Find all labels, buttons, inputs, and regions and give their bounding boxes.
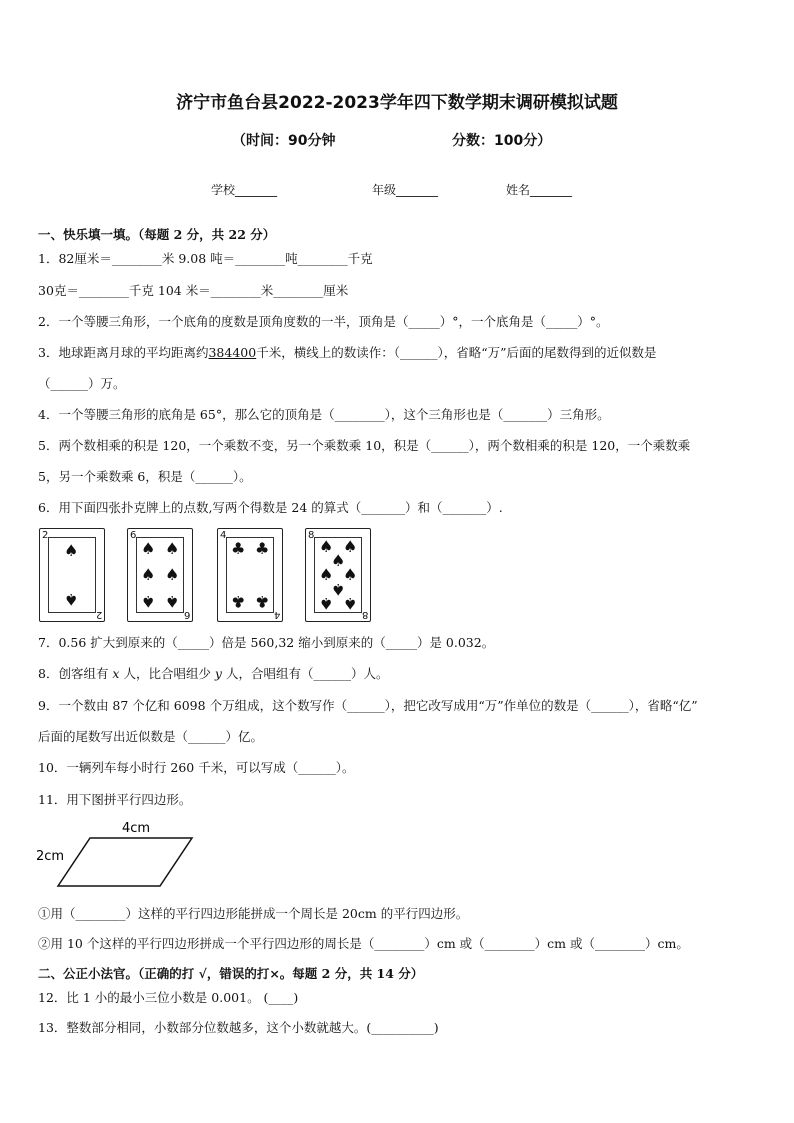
spade-icon: ♠ bbox=[165, 592, 180, 611]
spade-icon: ♠ bbox=[343, 565, 358, 584]
spade-icon: ♠ bbox=[319, 565, 334, 584]
distance-number: 384400 bbox=[208, 345, 257, 360]
school-field: 学校_______ bbox=[211, 183, 278, 197]
question-2: 2．一个等腰三角形，一个底角的度数是顶角度数的一半，顶角是（_____）°，一个底角是（_____）°。 bbox=[38, 314, 609, 329]
playing-card-2 bbox=[39, 528, 105, 622]
grade-field: 年级_______ bbox=[372, 183, 439, 197]
question-11-1: ①用（________）这样的平行四边形能拼成一个周长是 20cm 的平行四边形。 bbox=[38, 906, 469, 921]
section-2-heading: 二、公正小法官。（正确的打 √，错误的打×。每题 2 分，共 14 分） bbox=[38, 966, 424, 981]
spade-icon: ♠ bbox=[141, 565, 156, 584]
question-9a: 9．一个数由 87 个亿和 6098 个万组成，这个数写作（______），把它改写成用“万”作单位的数是（______），省略“亿” bbox=[38, 698, 698, 713]
question-5b: 5，另一个乘数乘 6，积是（______）。 bbox=[38, 469, 252, 484]
parallelogram-shape bbox=[58, 838, 192, 886]
question-8: 8．创客组有 𝑥 人，比合唱组少 𝑦 人，合唱组有（______）人。 bbox=[38, 666, 389, 681]
club-icon: ♣ bbox=[255, 592, 270, 611]
question-4: 4．一个等腰三角形的底角是 65°，那么它的顶角是（________），这个三角形也是（_______）三角形。 bbox=[38, 407, 610, 422]
club-icon: ♣ bbox=[231, 592, 246, 611]
playing-card-6 bbox=[127, 528, 193, 622]
spade-icon: ♠ bbox=[165, 565, 180, 584]
question-9b: 后面的尾数写出近似数是（______）亿。 bbox=[38, 729, 264, 744]
playing-card-8 bbox=[305, 528, 371, 622]
side-length-left: 2cm bbox=[36, 849, 65, 864]
question-6: 6．用下面四张扑克牌上的点数,写两个得数是 24 的算式（_______）和（_______）. bbox=[38, 500, 503, 515]
spade-icon: ♠ bbox=[319, 537, 334, 556]
page-title: 济宁市鱼台县2022-2023学年四下数学期末调研模拟试题 bbox=[176, 93, 618, 113]
question-1b: 30克＝________千克 104 米＝________米________厘米 bbox=[38, 283, 349, 298]
question-3a-post: 千米，横线上的数读作：（______），省略“万”后面的尾数得到的近似数是 bbox=[256, 345, 657, 360]
spade-icon: ♠ bbox=[165, 539, 180, 558]
side-length-top: 4cm bbox=[122, 821, 151, 836]
section-1-heading: 一、快乐填一填。（每题 2 分，共 22 分） bbox=[38, 227, 276, 242]
question-11: 11．用下图拼平行四边形。 bbox=[38, 792, 192, 807]
card-rank: 8 bbox=[361, 609, 368, 620]
parallelogram-figure bbox=[30, 816, 210, 892]
spade-icon: ♠ bbox=[141, 592, 156, 611]
spade-icon: ♠ bbox=[343, 537, 358, 556]
exam-score: 分数：100分） bbox=[452, 133, 552, 149]
spade-icon: ♠ bbox=[343, 594, 358, 613]
spade-icon: ♠ bbox=[64, 590, 79, 609]
club-icon: ♣ bbox=[231, 539, 246, 558]
name-field: 姓名_______ bbox=[506, 183, 573, 197]
question-10: 10．一辆列车每小时行 260 千米，可以写成（______）。 bbox=[38, 760, 355, 775]
spade-icon: ♠ bbox=[64, 541, 79, 560]
card-rank: 2 bbox=[95, 609, 102, 620]
spade-icon: ♠ bbox=[319, 594, 334, 613]
card-rank: 4 bbox=[220, 530, 227, 541]
question-5a: 5．两个数相乘的积是 120，一个乘数不变，另一个乘数乘 10，积是（______），两个数相乘的积是 120，一个乘数乘 bbox=[38, 438, 691, 453]
club-icon: ♣ bbox=[255, 539, 270, 558]
card-rank: 6 bbox=[183, 609, 190, 620]
question-3a bbox=[38, 345, 656, 361]
question-3a-pre: 3．地球距离月球的平均距离约 bbox=[38, 345, 209, 360]
spade-icon: ♠ bbox=[141, 539, 156, 558]
exam-time: （时间：90分钟 bbox=[232, 133, 336, 149]
question-1a: 1．82厘米＝________米 9.08 吨＝________吨________千克 bbox=[38, 251, 373, 266]
card-rank: 8 bbox=[308, 530, 315, 541]
question-7: 7．0.56 扩大到原来的（_____）倍是 560,32 缩小到原来的（_____）是 0.032。 bbox=[38, 635, 495, 650]
card-rank: 2 bbox=[42, 530, 49, 541]
card-rank: 6 bbox=[130, 530, 137, 541]
playing-card-4 bbox=[217, 528, 283, 622]
question-11-2: ②用 10 个这样的平行四边形拼成一个平行四边形的周长是（________）cm 或（________）cm 或（________）cm。 bbox=[38, 936, 689, 951]
question-3b: （______）万。 bbox=[38, 376, 126, 391]
spade-icon: ♠ bbox=[331, 551, 346, 570]
question-12: 12．比 1 小的最小三位小数是 0.001。 (____) bbox=[38, 990, 299, 1005]
question-13: 13．整数部分相同，小数部分位数越多，这个小数就越大。(__________) bbox=[38, 1020, 439, 1035]
spade-icon: ♠ bbox=[331, 580, 346, 599]
card-rank: 4 bbox=[273, 609, 280, 620]
